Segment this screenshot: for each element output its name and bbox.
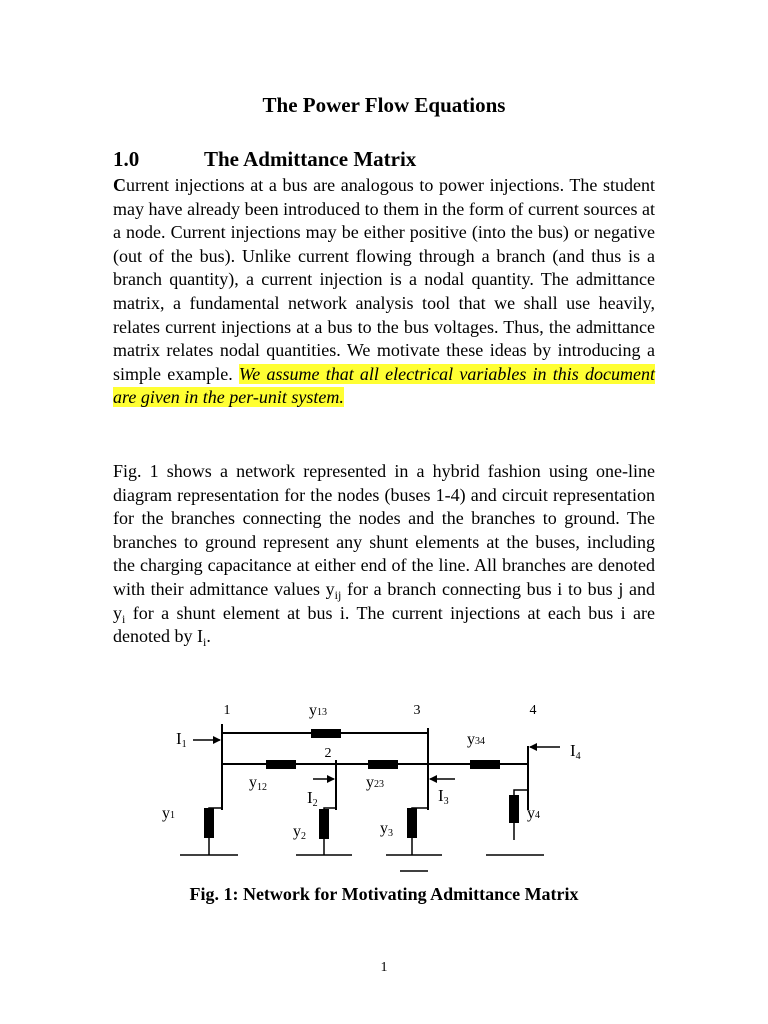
bus-2-label: 2 [324,746,332,761]
para2-text-3: for a shunt element at bus i. The current injections at each bus i are denoted by I [113,602,655,647]
branch-label-y13: y13 [309,702,327,719]
para2-text-4: . [206,626,211,647]
intro-paragraph [113,174,655,410]
branch-label-y34: y34 [467,731,485,748]
shunt-label-y4: y4 [527,805,540,822]
para2-sub-i-current: i [202,635,207,650]
page-number: 1 [380,960,388,975]
admittance-y1-element [204,808,214,838]
admittance-y13-element [311,729,341,738]
admittance-y2-element [319,809,329,839]
para2-text-2: for a branch connecting bus i to bus j and y [113,578,655,623]
section-heading [113,147,416,172]
admittance-y12-element [266,760,296,769]
figure-description-paragraph [113,460,655,649]
shunt-label-y1: y1 [162,805,175,822]
admittance-y4-element [509,795,519,823]
highlighted-note: We assume that all electrical variables in this document are given in the per-unit system. [113,363,655,408]
shunt-label-y3: y3 [380,820,393,839]
network-diagram [0,690,768,880]
current-label-I3: I3 [438,786,449,807]
admittance-y34-element [470,760,500,769]
figure-caption: Fig. 1: Network for Motivating Admittance Matrix [189,884,579,904]
current-label-I1: I1 [176,729,187,750]
bus-1-label: 1 [223,703,231,718]
drop-cap: C [113,175,126,195]
bus-3-label: 3 [413,703,421,718]
para2-sub-ij: ij [334,587,342,602]
branch-label-y12: y12 [249,774,267,793]
document-title: The Power Flow Equations [262,93,506,117]
para2-sub-i: i [122,611,126,626]
current-label-I2: I2 [307,788,318,809]
para2-text-1: Fig. 1 shows a network represented in a hybrid fashion using one-line diagram representation for the nodes (buses 1-4) and circuit representation for the branches connecting the nodes and the branches to ground. The branches to ground represent any shunt elements at the buses, including the charging capacitance at either end of the line. All branches are denoted with their admittance values y [113,461,655,599]
intro-text: urrent injections at a bus are analogous to power injections. The student may have already been introduced to them in the form of current sources at a node. Current injections may be either positive (into the bus) or negative (out of the bus). Unlike current flowing through a branch (and thus is a branch quantity), a current injection is a nodal quantity. The admittance matrix, a fundamental network analysis tool that we shall use heavily, relates current injections at a bus to the bus voltages. Thus, the admittance matrix relates nodal quantities. We motivate these ideas by introducing a simple example. [113,175,655,384]
admittance-y23-element [368,760,398,769]
bus-4-label: 4 [529,703,537,718]
section-title: The Admittance Matrix [204,147,417,171]
shunt-label-y2: y2 [293,823,306,842]
section-number: 1.0 [113,147,140,171]
admittance-y3-element [407,808,417,838]
current-label-I4: I4 [570,741,581,762]
branch-label-y23: y23 [366,774,384,791]
